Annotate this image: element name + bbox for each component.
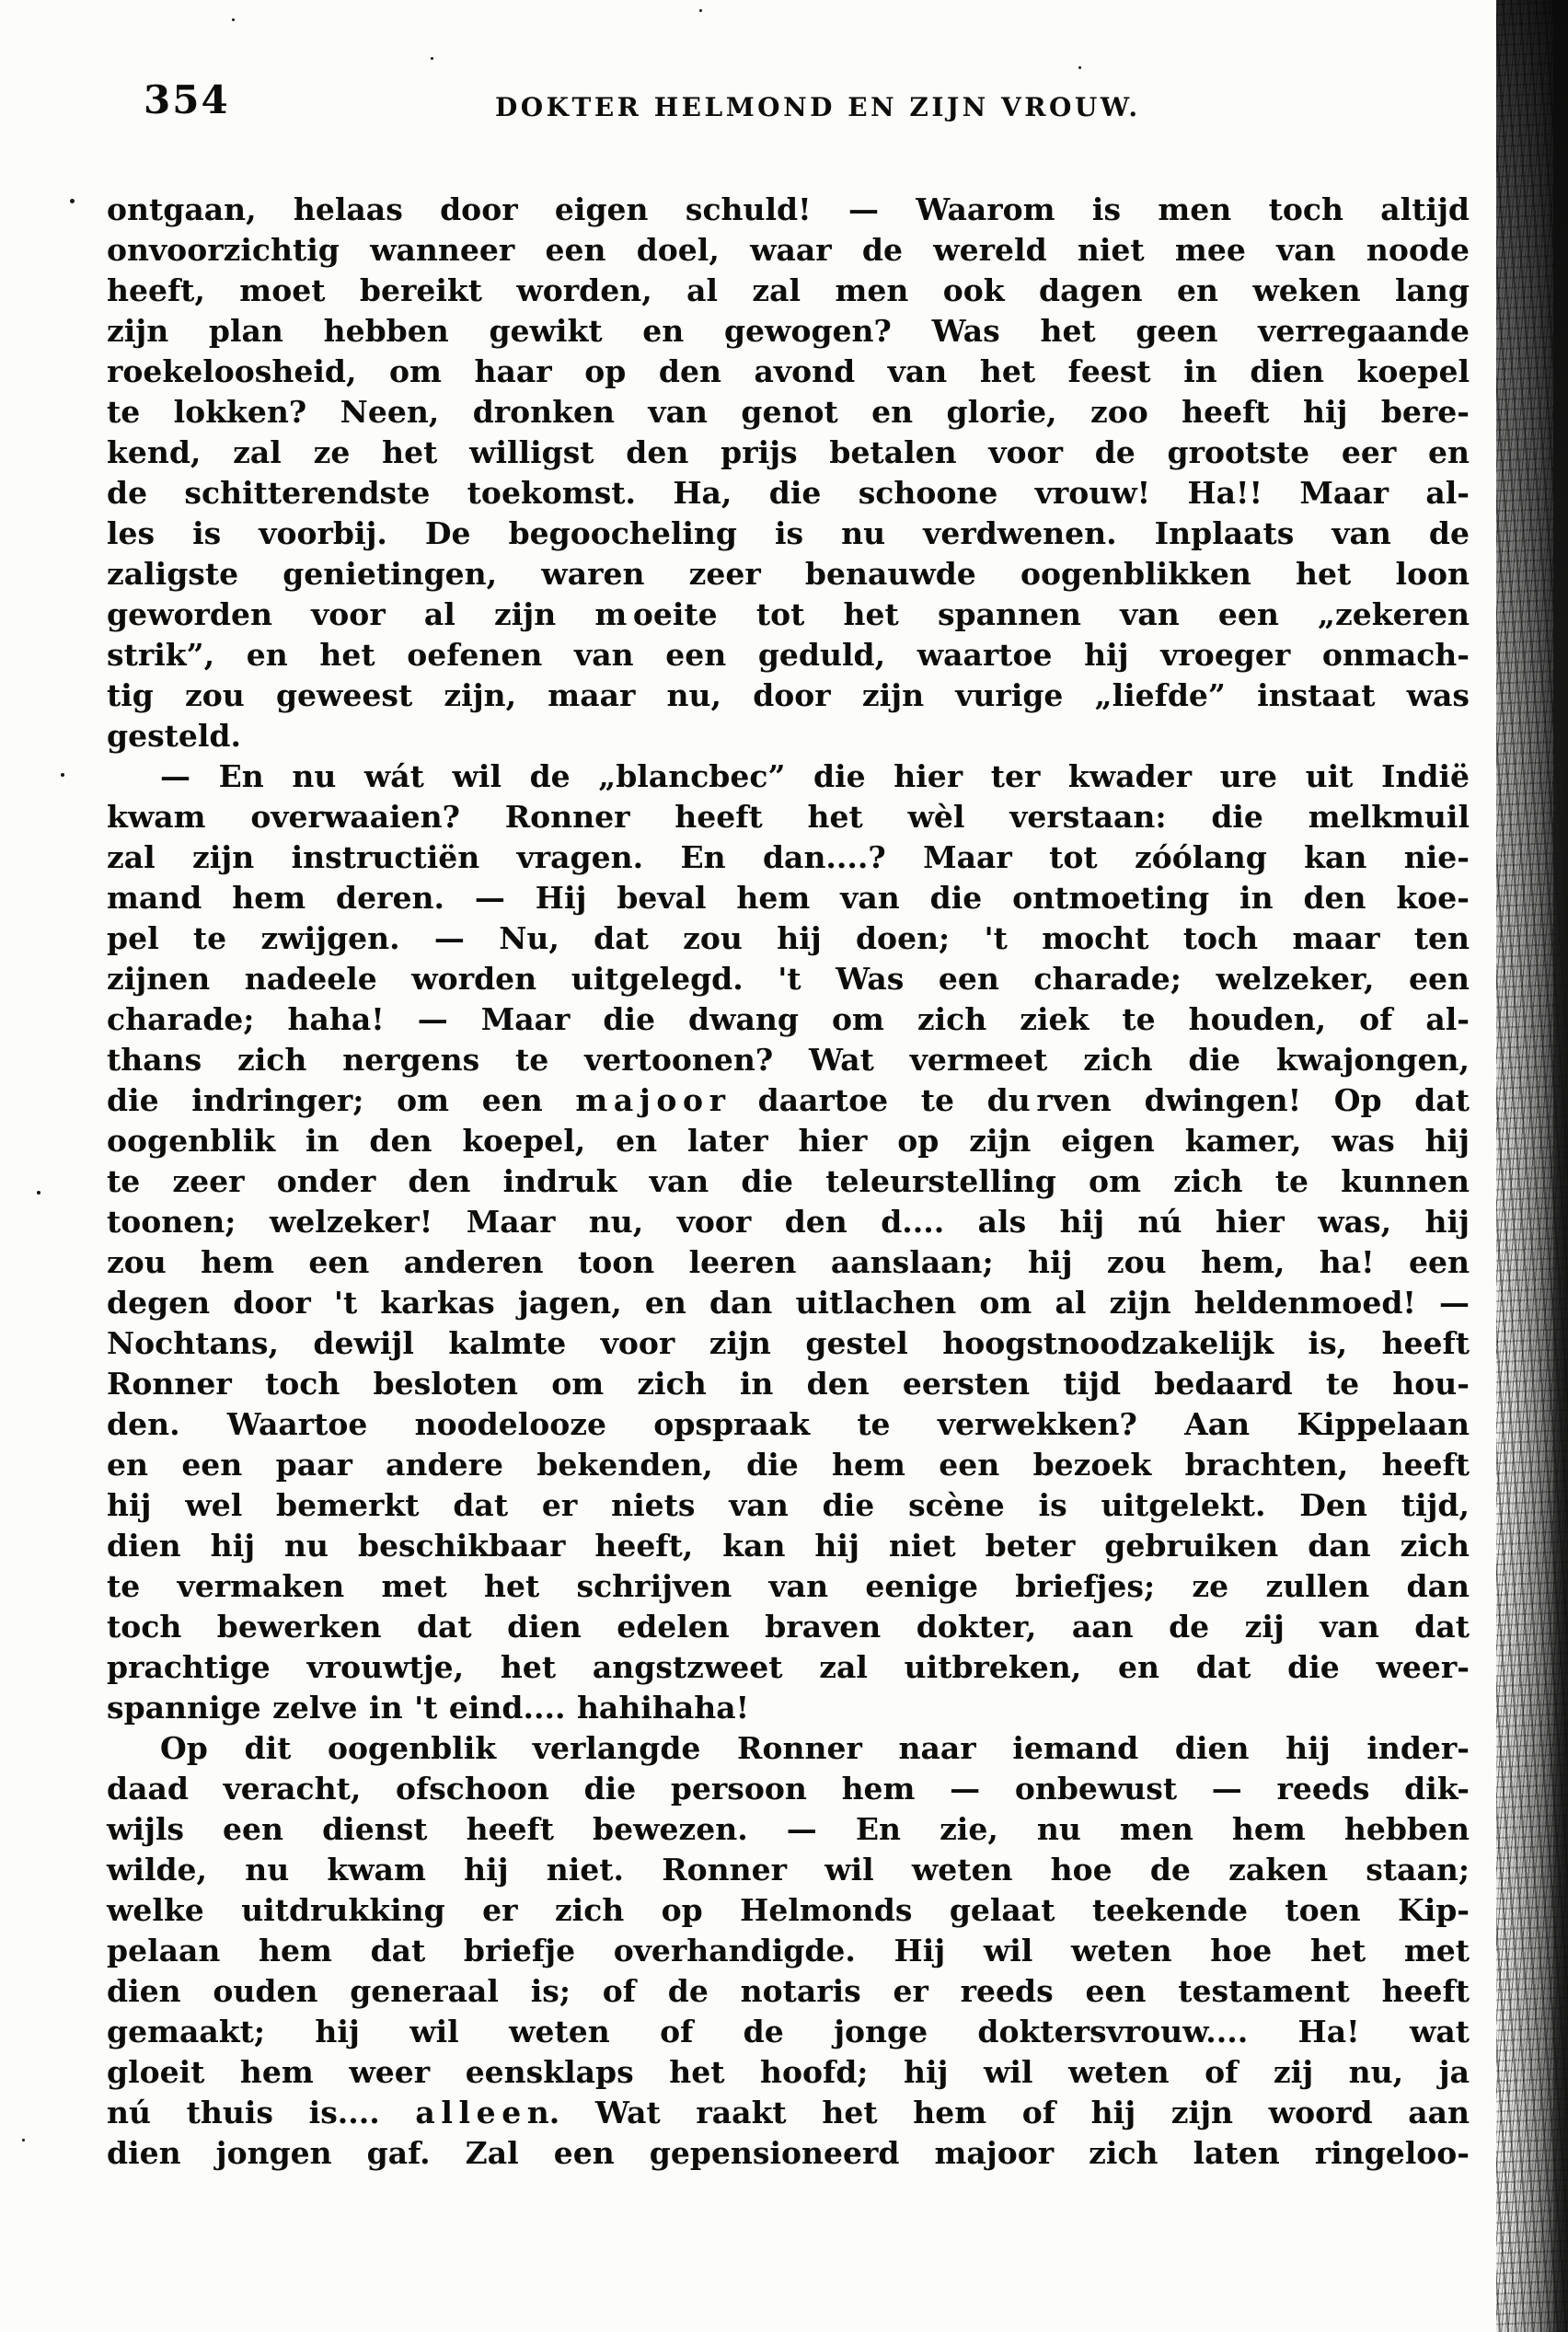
text-line: zal zijn instructiën vragen. En dan....? Maar tot zóólang kan nie-	[107, 839, 1470, 875]
text-line: daad veracht, ofschoon die persoon hem — onbewust — reeds dik-	[107, 1771, 1470, 1807]
scan-noise-speck	[37, 1191, 40, 1195]
text-line: gloeit hem weer eensklaps het hoofd; hij wil weten of zij nu, ja	[107, 2054, 1470, 2090]
text-line: dien jongen gaf. Zal een gepensioneerd majoor zich laten ringeloo-	[107, 2135, 1470, 2171]
text-line: Nochtans, dewijl kalmte voor zijn gestel hoogstnoodzakelijk is, heeft	[107, 1325, 1470, 1361]
text-line: kend, zal ze het willigst den prijs betalen voor de grootste eer en	[107, 434, 1470, 470]
scan-noise-speck	[699, 9, 702, 12]
text-line: zou hem een anderen toon leeren aanslaan; hij zou hem, ha! een	[107, 1244, 1470, 1280]
scan-noise-speck	[70, 199, 75, 203]
text-line: wijls een dienst heeft bewezen. — En zie, nu men hem hebben	[107, 1811, 1470, 1847]
text-line: te zeer onder den indruk van die teleurstelling om zich te kunnen	[107, 1163, 1470, 1199]
text-line: dien hij nu beschikbaar heeft, kan hij niet beter gebruiken dan zich	[107, 1528, 1470, 1564]
text-line: les is voorbij. De begoocheling is nu verdwenen. Inplaats van de	[107, 515, 1470, 551]
running-title: DOKTER HELMOND EN ZIJN VROUW.	[495, 92, 1141, 122]
paragraph	[107, 756, 1470, 1728]
text-line: nú thuis is.... a l l e e n. Wat raakt het hem of hij zijn woord aan	[107, 2095, 1470, 2130]
text-line: oogenblik in den koepel, en later hier op zijn eigen kamer, was hij	[107, 1123, 1470, 1159]
text-line: roekeloosheid, om haar op den avond van het feest in dien koepel	[107, 353, 1470, 389]
text-line: Ronner toch besloten om zich in den eersten tijd bedaard te hou-	[107, 1366, 1470, 1402]
text-line: zijnen nadeele worden uitgelegd. 't Was een charade; welzeker, een	[107, 961, 1470, 997]
text-line: kwam overwaaien? Ronner heeft het wèl verstaan: die melkmuil	[107, 799, 1470, 835]
text-line: die indringer; om een m a j o o r daartoe te du rven dwingen! Op dat	[107, 1082, 1470, 1118]
text-line: zijn plan hebben gewikt en gewogen? Was het geen verregaande	[107, 313, 1470, 349]
scan-noise-speck	[61, 773, 64, 777]
text-line: te vermaken met het schrijven van eenige briefjes; ze zullen dan	[107, 1568, 1470, 1604]
text-line: gesteld.	[107, 718, 241, 754]
text-line: spannige zelve in 't eind.... hahihaha!	[107, 1690, 750, 1726]
text-line: pelaan hem dat briefje overhandigde. Hij wil weten hoe het met	[107, 1933, 1470, 1968]
scan-noise-speck	[1078, 66, 1081, 69]
text-line: prachtige vrouwtje, het angstzweet zal uitbreken, en dat die weer-	[107, 1649, 1470, 1685]
text-line: tig zou geweest zijn, maar nu, door zijn vurige „liefde” instaat was	[107, 677, 1470, 713]
text-line: welke uitdrukking er zich op Helmonds gelaat teekende toen Kip-	[107, 1892, 1470, 1928]
text-line: mand hem deren. — Hij beval hem van die ontmoeting in den koe-	[107, 880, 1470, 916]
scan-edge-artifact	[1496, 0, 1568, 2332]
text-line: ontgaan, helaas door eigen schuld! — Waarom is men toch altijd	[107, 191, 1470, 227]
paragraph	[107, 1728, 1470, 2174]
text-line: wilde, nu kwam hij niet. Ronner wil weten hoe de zaken staan;	[107, 1852, 1470, 1888]
scan-noise-speck	[431, 57, 433, 60]
paragraph	[107, 190, 1470, 756]
text-line: de schitterendste toekomst. Ha, die schoone vrouw! Ha!! Maar al-	[107, 475, 1470, 511]
text-line: pel te zwijgen. — Nu, dat zou hij doen; 't mocht toch maar ten	[107, 920, 1470, 956]
text-line: degen door 't karkas jagen, en dan uitlachen om al zijn heldenmoed! —	[107, 1285, 1470, 1321]
text-line: gemaakt; hij wil weten of de jonge doktersvrouw.... Ha! wat	[107, 2014, 1470, 2049]
scan-noise-speck	[22, 2139, 25, 2142]
text-line: en een paar andere bekenden, die hem een bezoek brachten, heeft	[107, 1447, 1470, 1483]
text-line: zaligste genietingen, waren zeer benauwde oogenblikken het loon	[107, 556, 1470, 592]
scan-edge-texture	[1496, 0, 1568, 2332]
text-line: onvoorzichtig wanneer een doel, waar de wereld niet mee van noode	[107, 232, 1470, 268]
text-line: — En nu wát wil de „blancbec” die hier ter kwader ure uit Indië	[160, 758, 1470, 794]
text-line: thans zich nergens te vertoonen? Wat vermeet zich die kwajongen,	[107, 1042, 1470, 1078]
text-line: toonen; welzeker! Maar nu, voor den d.... als hij nú hier was, hij	[107, 1204, 1470, 1240]
scan-edge-fade	[1496, 0, 1568, 2332]
text-line: heeft, moet bereikt worden, al zal men ook dagen en weken lang	[107, 272, 1470, 308]
text-line: te lokken? Neen, dronken van genot en glorie, zoo heeft hij bere-	[107, 394, 1470, 430]
scan-noise-speck	[232, 18, 235, 21]
text-line: den. Waartoe noodelooze opspraak te verwekken? Aan Kippelaan	[107, 1406, 1470, 1442]
page-text	[107, 190, 1470, 2174]
text-line: charade; haha! — Maar die dwang om zich ziek te houden, of al-	[107, 1001, 1470, 1037]
text-line: toch bewerken dat dien edelen braven dokter, aan de zij van dat	[107, 1609, 1470, 1645]
page-number: 354	[144, 77, 230, 122]
scan-edge-strip	[1553, 0, 1568, 2332]
text-line: geworden voor al zijn m oeite tot het spannen van een „zekeren	[107, 596, 1470, 632]
text-line: hij wel bemerkt dat er niets van die scène is uitgelekt. Den tijd,	[107, 1487, 1470, 1523]
text-line: strik”, en het oefenen van een geduld, waartoe hij vroeger onmach-	[107, 637, 1470, 673]
text-line: Op dit oogenblik verlangde Ronner naar iemand dien hij inder-	[160, 1730, 1470, 1766]
text-line: dien ouden generaal is; of de notaris er reeds een testament heeft	[107, 1973, 1470, 2009]
